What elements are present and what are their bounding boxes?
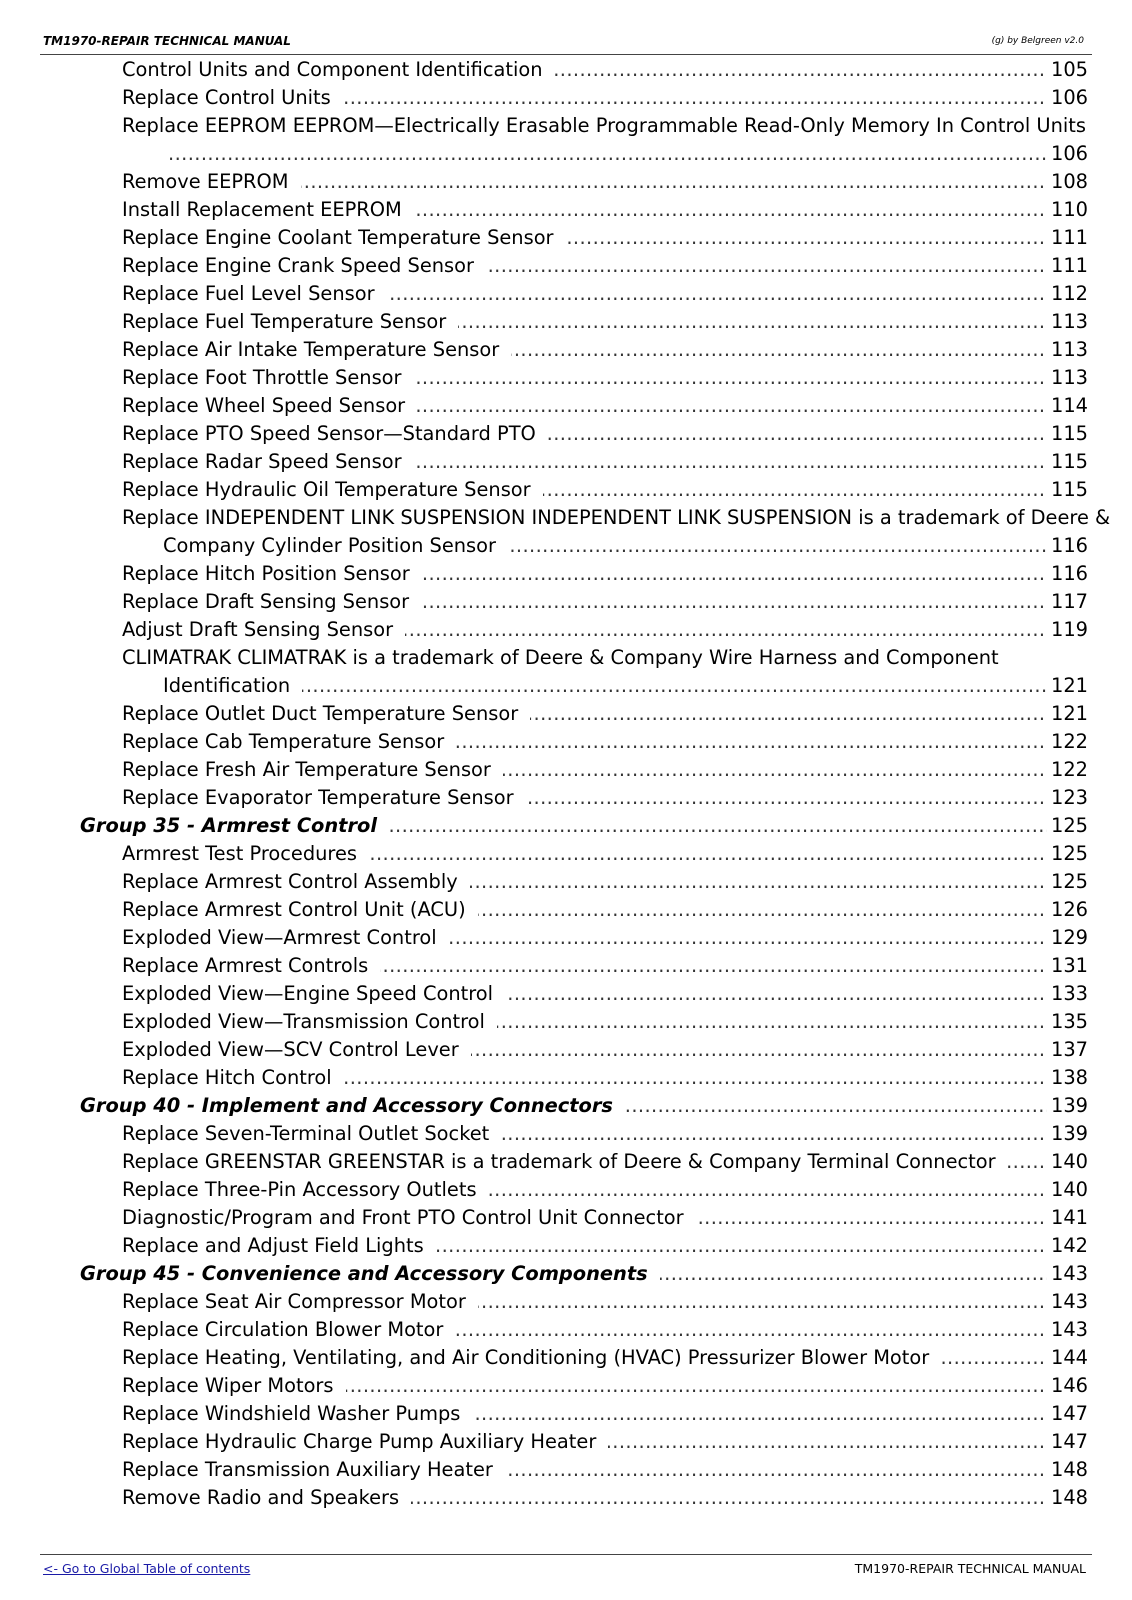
toc-entry[interactable] (0, 588, 1132, 616)
toc-page-number: 117 (1047, 588, 1088, 616)
toc-page-number: 143 (1047, 1260, 1088, 1288)
toc-entry-label: Replace Seat Air Compressor Motor (122, 1288, 478, 1316)
toc-group-label: Group 35 - Armrest Control (80, 812, 389, 840)
toc-entry-label: Replace Seven-Terminal Outlet Socket (122, 1120, 501, 1148)
toc-entry[interactable] (0, 1484, 1132, 1512)
table-of-contents (0, 56, 1132, 1512)
toc-page-number: 122 (1047, 756, 1088, 784)
toc-entry-label: Replace Cab Temperature Sensor (122, 728, 456, 756)
toc-entry-label: Replace Evaporator Temperature Sensor (122, 784, 526, 812)
toc-page-number: 108 (1047, 168, 1088, 196)
toc-entry[interactable] (0, 1148, 1132, 1176)
toc-page-number: 112 (1047, 280, 1088, 308)
toc-page-number: 119 (1047, 616, 1088, 644)
toc-page-number: 143 (1047, 1288, 1088, 1316)
toc-entry[interactable] (0, 1008, 1132, 1036)
toc-entry[interactable] (0, 980, 1132, 1008)
toc-page-number: 125 (1047, 868, 1088, 896)
toc-entry-label: Adjust Draft Sensing Sensor (122, 616, 405, 644)
toc-entry-label: Exploded View—Engine Speed Control (122, 980, 505, 1008)
toc-entry[interactable] (0, 1204, 1132, 1232)
toc-entry-label: Replace Fuel Temperature Sensor (122, 308, 458, 336)
toc-page-number: 115 (1047, 448, 1088, 476)
toc-entry-label: Replace Air Intake Temperature Sensor (122, 336, 511, 364)
toc-entry[interactable] (0, 728, 1132, 756)
toc-entry[interactable] (0, 756, 1132, 784)
toc-entry-label: Control Units and Component Identification (122, 56, 555, 84)
toc-page-number: 105 (1047, 56, 1088, 84)
header-credit: (g) by Belgreen v2.0 (991, 36, 1084, 46)
toc-entry-label: CLIMATRAK CLIMATRAK is a trademark of Deere & Company Wire Harness and Component (122, 646, 999, 669)
toc-page-number: 141 (1047, 1204, 1088, 1232)
toc-page-number: 142 (1047, 1232, 1088, 1260)
toc-entry[interactable] (0, 112, 1132, 168)
toc-entry-label: Replace Fresh Air Temperature Sensor (122, 756, 503, 784)
toc-page-number: 143 (1047, 1316, 1088, 1344)
toc-entry[interactable] (0, 280, 1132, 308)
toc-entry[interactable] (0, 1400, 1132, 1428)
toc-entry-label: Replace Hydraulic Oil Temperature Sensor (122, 476, 543, 504)
toc-entry-label: Replace Three-Pin Accessory Outlets (122, 1176, 489, 1204)
toc-entry[interactable] (0, 84, 1132, 112)
toc-page-number: 115 (1047, 476, 1088, 504)
toc-page-number: 148 (1047, 1484, 1088, 1512)
toc-entry-label: Replace Engine Crank Speed Sensor (122, 252, 486, 280)
toc-entry-label: Replace Control Units (122, 84, 343, 112)
toc-page-number: 139 (1047, 1120, 1088, 1148)
toc-entry[interactable] (0, 252, 1132, 280)
toc-entry[interactable] (0, 1064, 1132, 1092)
toc-page-number: 125 (1047, 840, 1088, 868)
toc-entry[interactable] (0, 560, 1132, 588)
toc-entry[interactable] (0, 1232, 1132, 1260)
toc-page-number: 113 (1047, 308, 1088, 336)
toc-entry[interactable] (0, 308, 1132, 336)
toc-entry-label: Replace PTO Speed Sensor—Standard PTO (122, 420, 548, 448)
toc-entry-label: Replace Armrest Control Assembly (122, 868, 470, 896)
toc-entry[interactable] (0, 1120, 1132, 1148)
toc-page-number: 147 (1047, 1428, 1088, 1456)
toc-entry-label: Replace Heating, Ventilating, and Air Conditioning (HVAC) Pressurizer Blower Motor (122, 1344, 941, 1372)
toc-group-label: Group 40 - Implement and Accessory Connectors (80, 1092, 625, 1120)
toc-entry-label: Replace Wiper Motors (122, 1372, 346, 1400)
toc-entry[interactable] (0, 224, 1132, 252)
toc-entry[interactable] (0, 1288, 1132, 1316)
toc-entry-label: Exploded View—Armrest Control (122, 924, 449, 952)
toc-entry-label: Replace Hitch Control (122, 1064, 344, 1092)
toc-entry[interactable] (0, 784, 1132, 812)
toc-page-number: 138 (1047, 1064, 1088, 1092)
toc-group-entry[interactable] (0, 812, 1132, 840)
toc-page-number: 111 (1047, 224, 1088, 252)
footer-manual-title: TM1970-REPAIR TECHNICAL MANUAL (854, 1561, 1086, 1576)
toc-page-number: 106 (1047, 140, 1088, 168)
toc-entry[interactable] (0, 924, 1132, 952)
toc-page-number: 148 (1047, 1456, 1088, 1484)
toc-entry-label: Replace Engine Coolant Temperature Sensor (122, 224, 566, 252)
toc-page-number: 123 (1047, 784, 1088, 812)
toc-entry-label-continued: Identification (163, 672, 302, 700)
toc-page-number: 110 (1047, 196, 1088, 224)
toc-entry[interactable] (0, 364, 1132, 392)
toc-entry-label: Replace Draft Sensing Sensor (122, 588, 421, 616)
toc-entry-label: Exploded View—SCV Control Lever (122, 1036, 471, 1064)
toc-entry[interactable] (0, 952, 1132, 980)
toc-entry-label: Replace Fuel Level Sensor (122, 280, 387, 308)
toc-page-number: 140 (1047, 1148, 1088, 1176)
toc-page-number: 111 (1047, 252, 1088, 280)
toc-page-number: 116 (1047, 532, 1088, 560)
toc-entry-label: Replace GREENSTAR GREENSTAR is a trademark of Deere & Company Terminal Connector (122, 1148, 1008, 1176)
toc-entry-label: Replace and Adjust Field Lights (122, 1232, 436, 1260)
toc-page-number: 137 (1047, 1036, 1088, 1064)
toc-group-entry[interactable] (0, 1260, 1132, 1288)
toc-page-number: 140 (1047, 1176, 1088, 1204)
toc-entry-label: Replace Radar Speed Sensor (122, 448, 414, 476)
toc-page-number: 133 (1047, 980, 1088, 1008)
toc-entry-label: Install Replacement EEPROM (122, 196, 414, 224)
toc-page-number: 106 (1047, 84, 1088, 112)
toc-entry[interactable] (0, 616, 1132, 644)
toc-entry-label: Replace Armrest Controls (122, 952, 380, 980)
toc-entry-label: Replace Wheel Speed Sensor (122, 392, 417, 420)
toc-entry-label: Replace INDEPENDENT LINK SUSPENSION INDEPENDENT LINK SUSPENSION is a trademark of Deere & (122, 506, 1111, 529)
toc-page-number: 135 (1047, 1008, 1088, 1036)
toc-entry-label: Armrest Test Procedures (122, 840, 369, 868)
toc-entry[interactable] (0, 1372, 1132, 1400)
toc-entry[interactable] (0, 336, 1132, 364)
page-header (40, 30, 1092, 55)
toc-entry-label-continued: Company Cylinder Position Sensor (163, 532, 508, 560)
toc-entry-label: Remove Radio and Speakers (122, 1484, 411, 1512)
toc-entry[interactable] (0, 56, 1132, 84)
toc-page-number: 113 (1047, 364, 1088, 392)
dot-leader (168, 672, 1074, 700)
dot-leader (168, 140, 1074, 168)
toc-page-number: 139 (1047, 1092, 1088, 1120)
toc-entry-label: Replace Armrest Control Unit (ACU) (122, 896, 478, 924)
toc-entry-label: Exploded View—Transmission Control (122, 1008, 497, 1036)
toc-entry[interactable] (0, 168, 1132, 196)
toc-page-number: 126 (1047, 896, 1088, 924)
toc-page-number: 125 (1047, 812, 1088, 840)
toc-page-number: 113 (1047, 336, 1088, 364)
global-toc-link[interactable]: <- Go to Global Table of contents (43, 1561, 251, 1576)
toc-entry[interactable] (0, 392, 1132, 420)
toc-entry[interactable] (0, 896, 1132, 924)
toc-entry[interactable] (0, 868, 1132, 896)
toc-page-number: 122 (1047, 728, 1088, 756)
toc-page-number: 121 (1047, 672, 1088, 700)
toc-entry[interactable] (0, 420, 1132, 448)
toc-entry[interactable] (0, 1456, 1132, 1484)
toc-entry[interactable] (0, 504, 1132, 560)
toc-entry-label: Replace Outlet Duct Temperature Sensor (122, 700, 530, 728)
toc-group-label: Group 45 - Convenience and Accessory Components (80, 1260, 660, 1288)
toc-entry[interactable] (0, 1344, 1132, 1372)
toc-entry[interactable] (0, 644, 1132, 700)
toc-entry-label: Replace Hydraulic Charge Pump Auxiliary Heater (122, 1428, 608, 1456)
toc-entry[interactable] (0, 840, 1132, 868)
toc-page-number: 147 (1047, 1400, 1088, 1428)
toc-entry[interactable] (0, 476, 1132, 504)
toc-page-number: 144 (1047, 1344, 1088, 1372)
toc-entry-label: Replace Transmission Auxiliary Heater (122, 1456, 505, 1484)
toc-entry[interactable] (0, 1176, 1132, 1204)
toc-page-number: 129 (1047, 924, 1088, 952)
toc-entry-label: Remove EEPROM (122, 168, 301, 196)
toc-entry-label: Replace Circulation Blower Motor (122, 1316, 455, 1344)
toc-entry[interactable] (0, 196, 1132, 224)
toc-page-number: 146 (1047, 1372, 1088, 1400)
header-title: TM1970-REPAIR TECHNICAL MANUAL (43, 34, 291, 48)
toc-entry-label: Replace Windshield Washer Pumps (122, 1400, 472, 1428)
toc-entry[interactable] (0, 1316, 1132, 1344)
toc-entry-label: Replace Foot Throttle Sensor (122, 364, 414, 392)
toc-page-number: 115 (1047, 420, 1088, 448)
toc-entry[interactable] (0, 1428, 1132, 1456)
toc-entry[interactable] (0, 448, 1132, 476)
toc-page-number: 131 (1047, 952, 1088, 980)
toc-page-number: 121 (1047, 700, 1088, 728)
toc-entry-label: Diagnostic/Program and Front PTO Control Unit Connector (122, 1204, 696, 1232)
toc-entry-label: Replace Hitch Position Sensor (122, 560, 422, 588)
toc-entry[interactable] (0, 1036, 1132, 1064)
toc-page-number: 116 (1047, 560, 1088, 588)
toc-entry-label: Replace EEPROM EEPROM—Electrically Erasable Programmable Read-Only Memory In Control Units (122, 114, 1087, 137)
page-footer (40, 1554, 1092, 1585)
toc-entry[interactable] (0, 700, 1132, 728)
toc-page-number: 114 (1047, 392, 1088, 420)
toc-group-entry[interactable] (0, 1092, 1132, 1120)
